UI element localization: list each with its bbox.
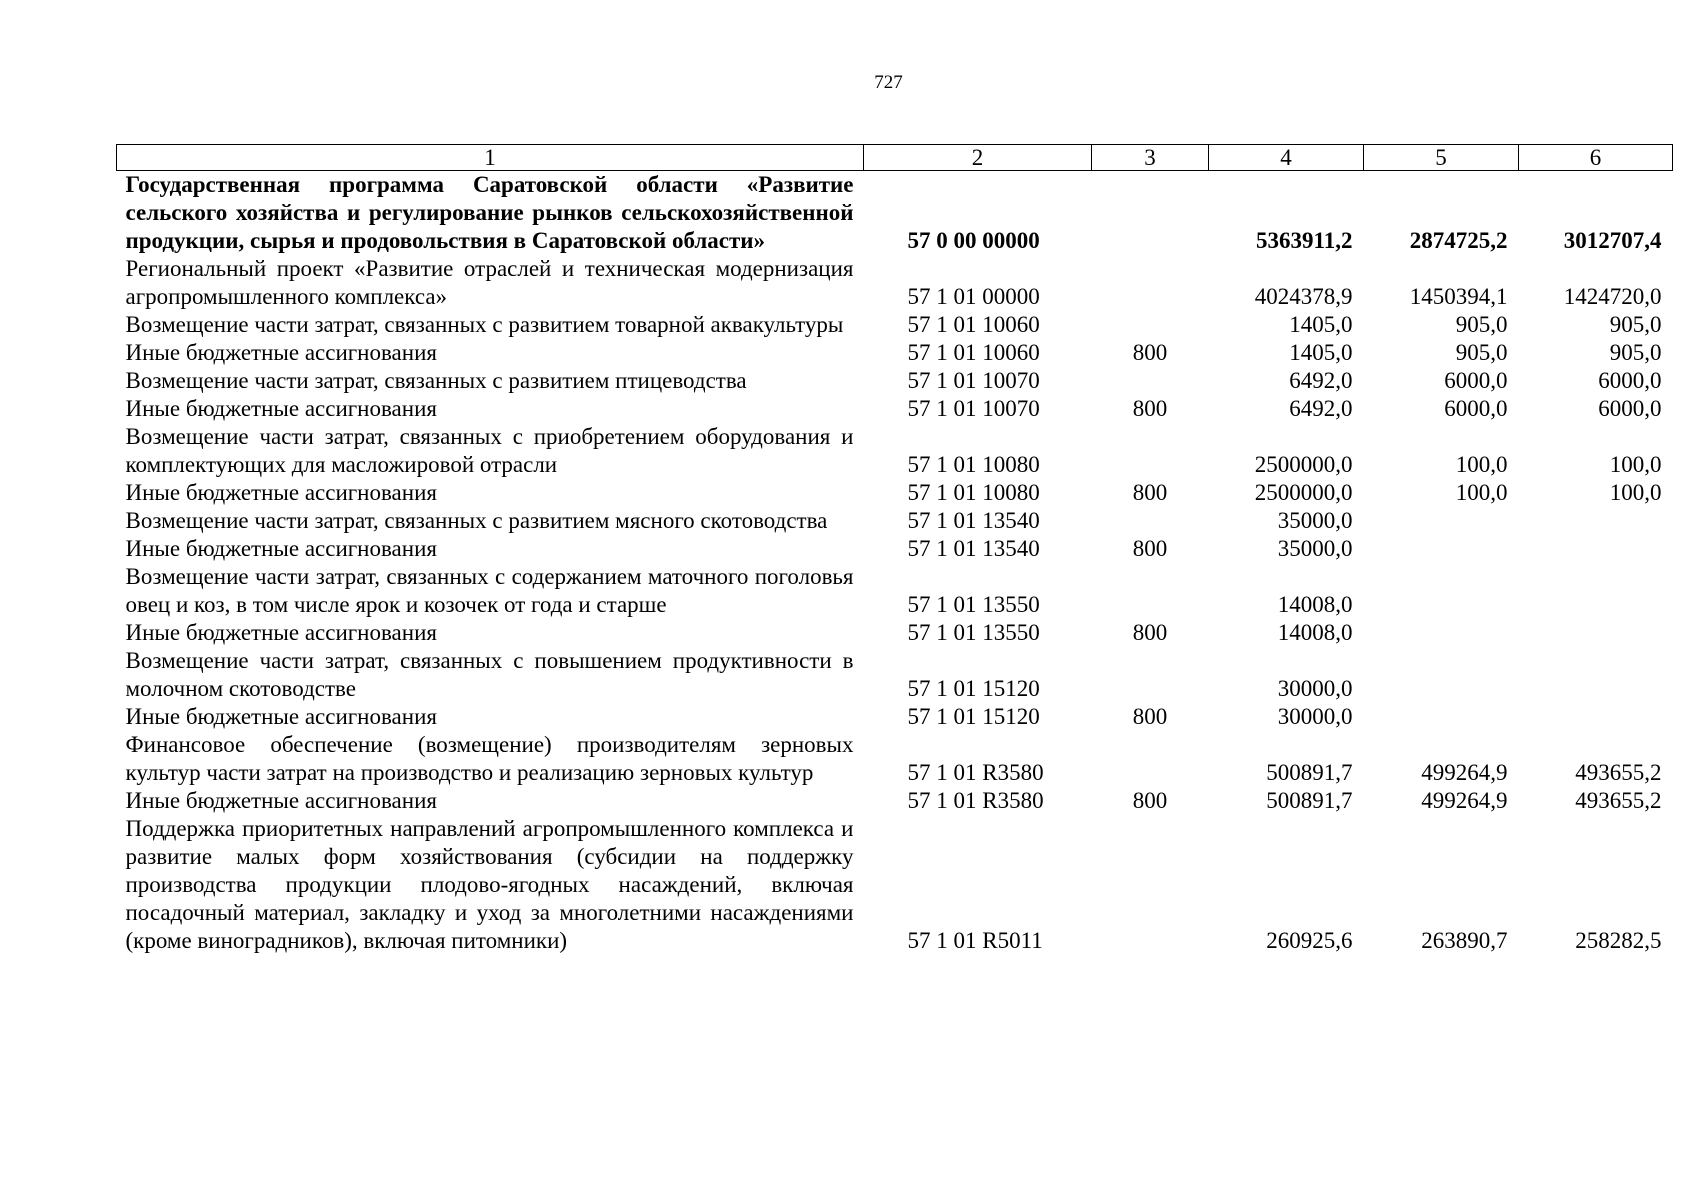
row-code: 57 1 01 13540 [907, 508, 1040, 533]
table-row [117, 255, 1673, 311]
table-row [117, 367, 1673, 395]
row-code: 57 1 01 13550 [907, 592, 1040, 617]
row-amount-col4: 35000,0 [1277, 536, 1353, 561]
row-amount-col4: 500891,7 [1266, 760, 1353, 785]
table-row [117, 535, 1673, 563]
row-expense-type: 800 [1132, 340, 1168, 365]
table-row [117, 395, 1673, 423]
row-expense-type [1092, 647, 1209, 703]
page-number: 727 [874, 72, 903, 93]
row-code: 57 0 00 00000 [907, 228, 1040, 253]
row-name: Иные бюджетные ассигнования [125, 480, 437, 505]
row-amount-col4: 30000,0 [1277, 704, 1353, 729]
row-amount-col4: 14008,0 [1277, 592, 1353, 617]
row-name: Региональный проект «Развитие отраслей и техническая модернизация агропромышленного комплекса» [125, 256, 854, 309]
row-amount-col4: 35000,0 [1277, 508, 1353, 533]
row-code: 57 1 01 R3580 [907, 760, 1044, 785]
column-header-3: 3 [1092, 145, 1209, 171]
row-expense-type [1092, 171, 1209, 256]
row-amount-col6: 6000,0 [1598, 368, 1662, 393]
table-row [117, 815, 1673, 955]
table-row [117, 507, 1673, 535]
row-expense-type: 800 [1132, 396, 1168, 421]
row-name: Поддержка приоритетных направлений агропромышленного комплекса и развитие малых форм хозяйствования (субсидии на поддержку производства продукции плодово-ягодных насаждений, включая посадочный материал, закладку и уход за многолетними насаждениями (кроме виноградников), включая питомники) [125, 816, 854, 953]
row-amount-col5: 905,0 [1455, 312, 1508, 337]
row-name: Иные бюджетные ассигнования [125, 340, 437, 365]
table-row [117, 731, 1673, 787]
row-name: Иные бюджетные ассигнования [125, 620, 437, 645]
row-name: Иные бюджетные ассигнования [125, 788, 437, 813]
row-expense-type [1092, 507, 1209, 535]
row-amount-col4: 5363911,2 [1256, 228, 1353, 253]
header-row [117, 145, 1673, 171]
row-name: Возмещение части затрат, связанных с содержанием маточного поголовья овец и коз, в том числе ярок и козочек от года и старше [125, 564, 854, 617]
row-expense-type: 800 [1132, 536, 1168, 561]
row-amount-col5: 263890,7 [1421, 928, 1508, 953]
column-header-6: 6 [1519, 145, 1673, 171]
row-name: Возмещение части затрат, связанных с развитием мясного скотоводства [125, 508, 828, 533]
row-amount-col5 [1364, 703, 1519, 731]
row-amount-col4: 500891,7 [1266, 788, 1353, 813]
row-amount-col5: 6000,0 [1444, 396, 1508, 421]
row-amount-col6: 493655,2 [1575, 788, 1662, 813]
row-expense-type: 800 [1132, 704, 1168, 729]
table-row [117, 647, 1673, 703]
table-row [117, 619, 1673, 647]
row-amount-col5: 2874725,2 [1409, 228, 1508, 253]
row-amount-col5: 100,0 [1455, 480, 1508, 505]
row-name: Иные бюджетные ассигнования [125, 536, 437, 561]
table-row [117, 311, 1673, 339]
row-amount-col5: 499264,9 [1421, 760, 1508, 785]
row-amount-col4: 6492,0 [1289, 368, 1353, 393]
row-amount-col5 [1364, 563, 1519, 619]
row-amount-col6 [1519, 703, 1673, 731]
table-row [117, 479, 1673, 507]
row-amount-col6: 3012707,4 [1563, 228, 1662, 253]
row-expense-type [1092, 311, 1209, 339]
row-amount-col6: 905,0 [1609, 312, 1662, 337]
row-expense-type [1092, 255, 1209, 311]
row-amount-col6: 100,0 [1609, 452, 1662, 477]
column-header-1: 1 [117, 145, 864, 171]
budget-table [116, 144, 1673, 955]
row-expense-type [1092, 423, 1209, 479]
row-amount-col6: 493655,2 [1575, 760, 1662, 785]
row-code: 57 1 01 R5011 [907, 928, 1043, 953]
row-amount-col6 [1519, 507, 1673, 535]
row-code: 57 1 01 10060 [907, 312, 1040, 337]
row-code: 57 1 01 13540 [907, 536, 1040, 561]
row-expense-type [1092, 731, 1209, 787]
row-expense-type [1092, 563, 1209, 619]
row-expense-type: 800 [1132, 788, 1168, 813]
row-expense-type [1092, 367, 1209, 395]
row-code: 57 1 01 15120 [907, 704, 1040, 729]
row-amount-col6: 1424720,0 [1563, 284, 1662, 309]
row-code: 57 1 01 10080 [907, 452, 1040, 477]
row-name: Иные бюджетные ассигнования [125, 396, 437, 421]
row-amount-col6: 100,0 [1609, 480, 1662, 505]
row-amount-col4: 6492,0 [1289, 396, 1353, 421]
row-name: Возмещение части затрат, связанных с приобретением оборудования и комплектующих для масложировой отрасли [125, 424, 854, 477]
row-amount-col4: 1405,0 [1289, 340, 1353, 365]
row-expense-type: 800 [1132, 620, 1168, 645]
row-name: Возмещение части затрат, связанных с повышением продуктивности в молочном скотоводстве [125, 648, 854, 701]
row-code: 57 1 01 R3580 [907, 788, 1044, 813]
row-amount-col4: 2500000,0 [1254, 480, 1353, 505]
row-amount-col6: 6000,0 [1598, 396, 1662, 421]
row-amount-col5 [1364, 535, 1519, 563]
row-expense-type [1092, 815, 1209, 955]
row-amount-col4: 30000,0 [1277, 676, 1353, 701]
row-code: 57 1 01 10070 [907, 368, 1040, 393]
row-amount-col5: 100,0 [1455, 452, 1508, 477]
row-code: 57 1 01 10060 [907, 340, 1040, 365]
column-header-2: 2 [864, 145, 1092, 171]
row-name: Возмещение части затрат, связанных с развитием товарной аквакультуры [125, 312, 844, 337]
row-amount-col6 [1519, 619, 1673, 647]
row-code: 57 1 01 13550 [907, 620, 1040, 645]
row-code: 57 1 01 15120 [907, 676, 1040, 701]
table-row [117, 171, 1673, 256]
row-amount-col4: 4024378,9 [1254, 284, 1353, 309]
table-row [117, 563, 1673, 619]
row-amount-col5: 1450394,1 [1409, 284, 1508, 309]
row-amount-col4: 1405,0 [1289, 312, 1353, 337]
column-header-4: 4 [1209, 145, 1364, 171]
row-code: 57 1 01 10080 [907, 480, 1040, 505]
row-amount-col4: 14008,0 [1277, 620, 1353, 645]
row-amount-col5: 6000,0 [1444, 368, 1508, 393]
table-body [117, 171, 1673, 956]
row-expense-type: 800 [1132, 480, 1168, 505]
row-name: Иные бюджетные ассигнования [125, 704, 437, 729]
row-amount-col5: 499264,9 [1421, 788, 1508, 813]
row-code: 57 1 01 00000 [907, 284, 1040, 309]
row-amount-col5: 905,0 [1455, 340, 1508, 365]
row-amount-col5 [1364, 507, 1519, 535]
row-amount-col4: 260925,6 [1266, 928, 1353, 953]
row-amount-col6: 258282,5 [1575, 928, 1662, 953]
row-amount-col5 [1364, 619, 1519, 647]
row-amount-col6 [1519, 535, 1673, 563]
table-row [117, 339, 1673, 367]
row-amount-col6 [1519, 563, 1673, 619]
column-header-5: 5 [1364, 145, 1519, 171]
table-row [117, 703, 1673, 731]
table-row [117, 423, 1673, 479]
row-amount-col6: 905,0 [1609, 340, 1662, 365]
row-name: Государственная программа Саратовской области «Развитие сельского хозяйства и регулирование рынков сельскохозяйственной продукции, сырья и продовольствия в Саратовской области» [125, 172, 854, 253]
row-name: Финансовое обеспечение (возмещение) производителям зерновых культур части затрат на производство и реализацию зерновых культур [125, 732, 854, 785]
row-amount-col6 [1519, 647, 1673, 703]
row-amount-col4: 2500000,0 [1254, 452, 1353, 477]
table-row [117, 787, 1673, 815]
row-amount-col5 [1364, 647, 1519, 703]
row-code: 57 1 01 10070 [907, 396, 1040, 421]
table-header [117, 145, 1673, 171]
row-name: Возмещение части затрат, связанных с развитием птицеводства [125, 368, 747, 393]
